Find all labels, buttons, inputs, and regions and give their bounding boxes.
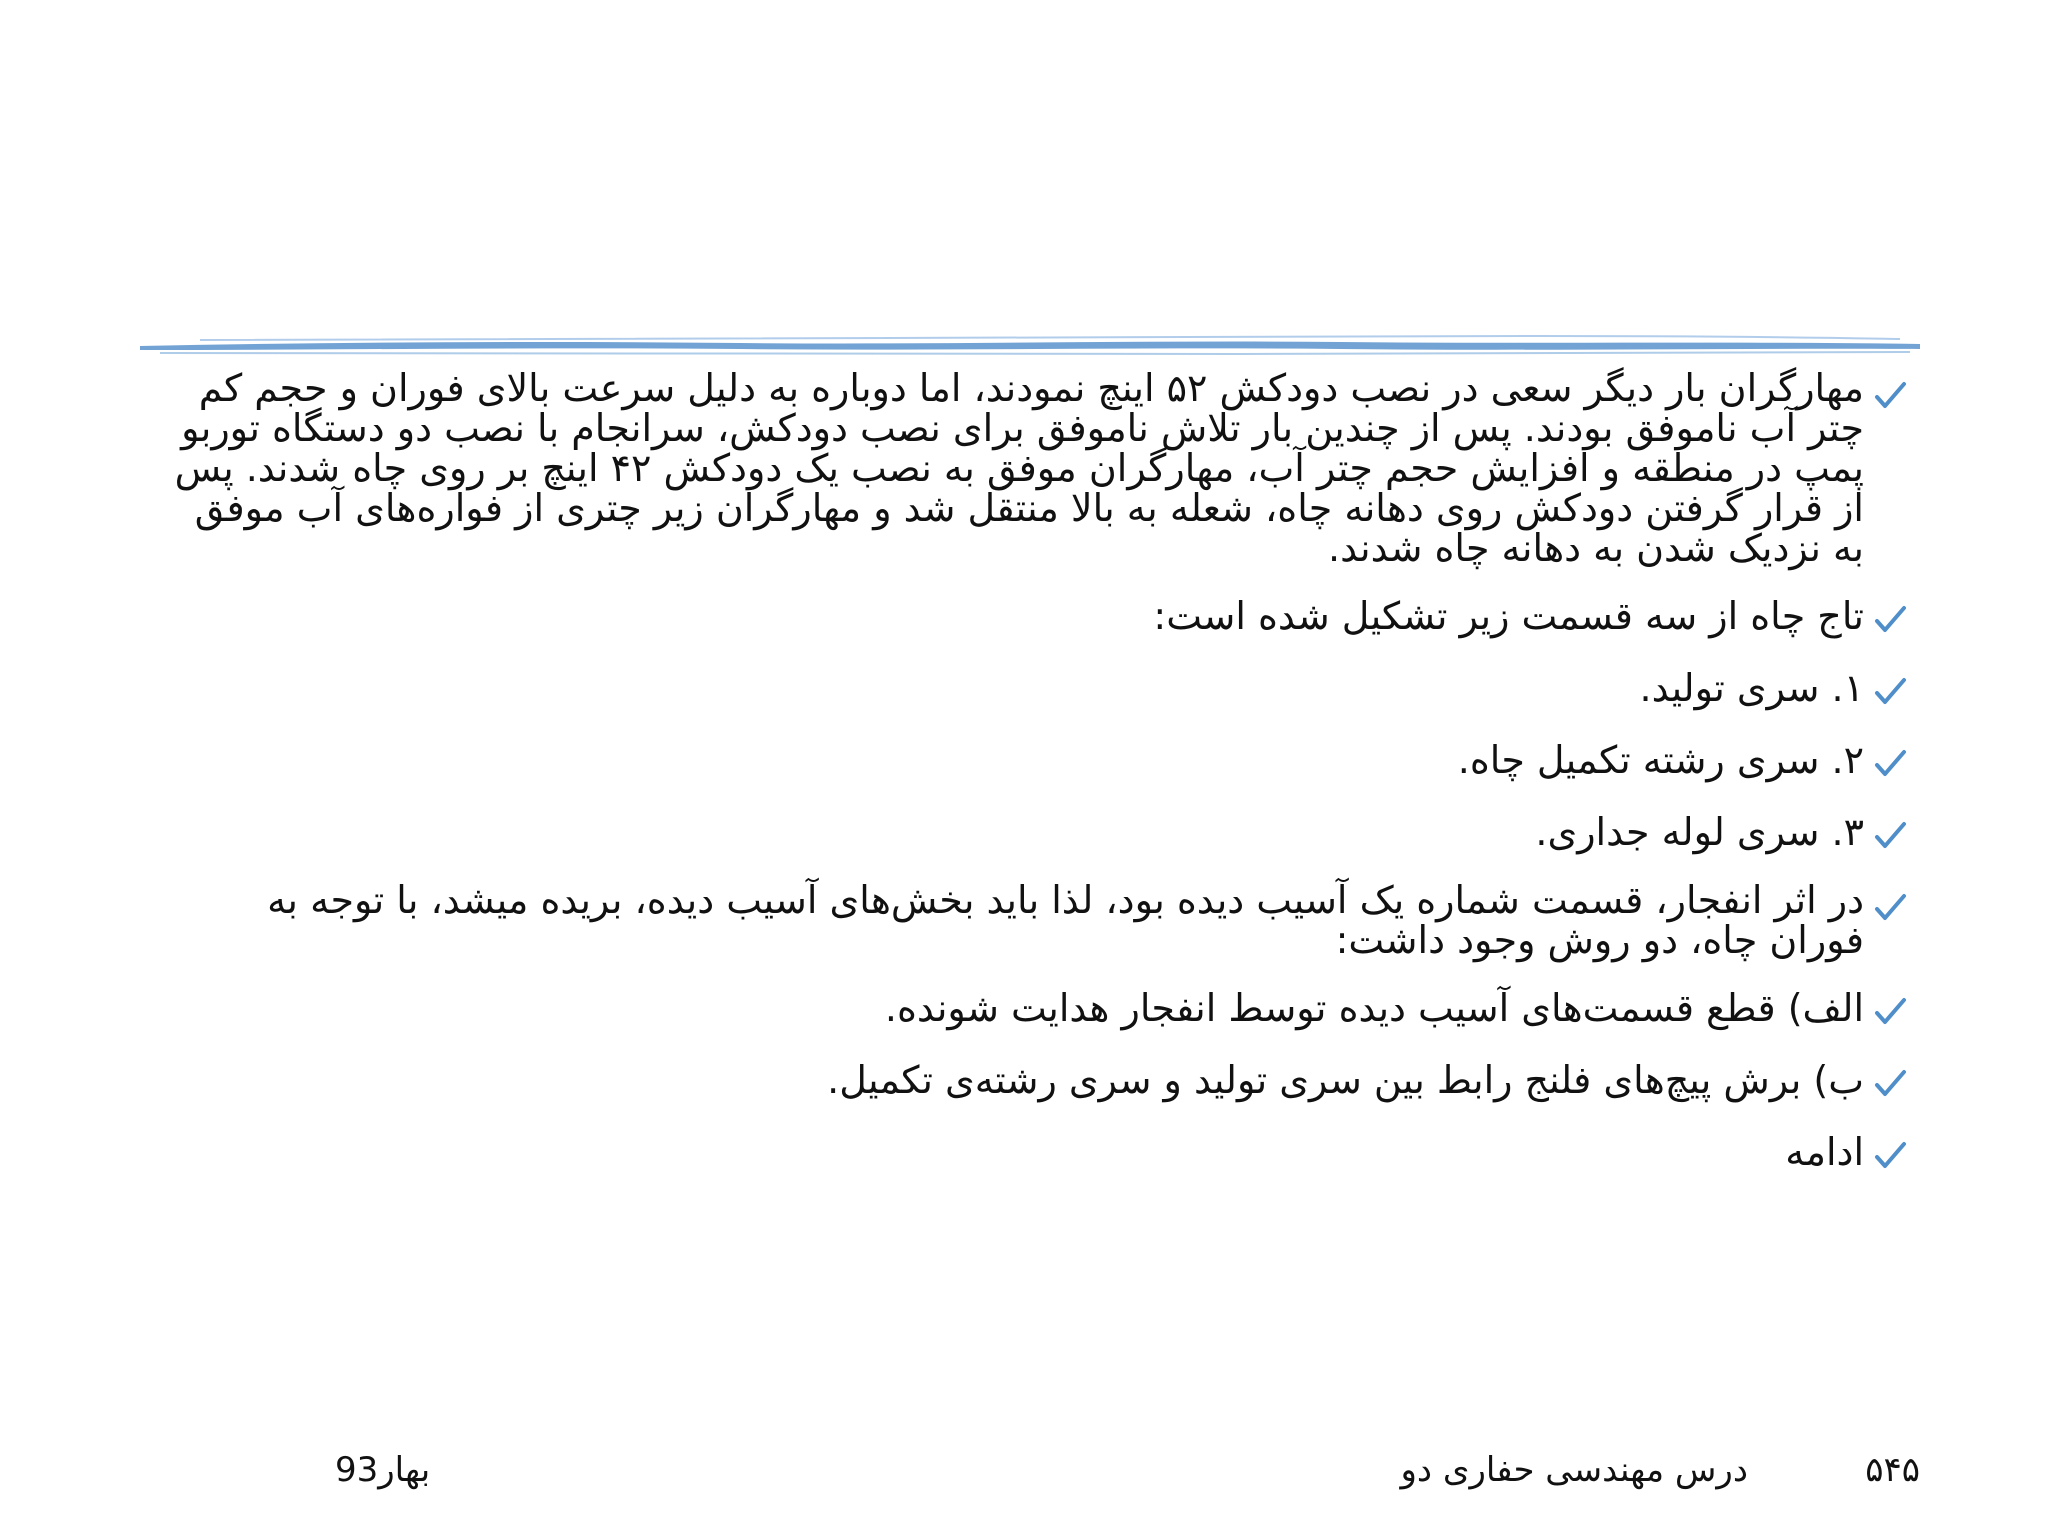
bullet-text: تاج چاه از سه قسمت زیر تشکیل شده است: [1153,594,1864,638]
bullet-item [168,880,1908,960]
term-label: بهار93 [335,1450,431,1490]
page-number: ۵۴۵ [1865,1450,1920,1490]
checkmark-icon [1872,818,1908,854]
bullet-text: ۲. سری رشته تکمیل چاه. [1457,738,1864,782]
bullet-text: ب) برش پیچ‌های فلنج رابط بین سری تولید و سری رشته‌ی تکمیل. [827,1058,1864,1102]
bullet-item [168,664,1908,712]
checkmark-icon [1872,1066,1908,1102]
checkmark-icon [1872,674,1908,710]
checkmark-icon [1872,602,1908,638]
bullet-item [168,984,1908,1032]
checkmark-icon [1872,1138,1908,1174]
bullet-text: ادامه [1785,1130,1864,1174]
bullet-text: در اثر انفجار، قسمت شماره یک آسیب دیده بود، لذا باید بخش‌های آسیب دیده، بریده میشد، با توجه به فوران چاه، دو روش وجود داشت: [267,878,1864,962]
checkmark-icon [1872,890,1908,926]
brush-stroke-dry [160,352,1910,354]
bullet-text: الف) قطع قسمت‌های آسیب دیده توسط انفجار هدایت شونده. [884,986,1864,1030]
bullet-list [168,368,1908,1200]
bullet-item [168,1128,1908,1176]
brush-stroke-light [200,336,1900,340]
bullet-text: ۳. سری لوله جداری. [1535,810,1864,854]
checkmark-icon [1872,378,1908,414]
brush-divider [140,332,1920,358]
bullet-item [168,592,1908,640]
checkmark-icon [1872,746,1908,782]
bullet-item [168,808,1908,856]
brush-stroke [140,342,1920,350]
bullet-text: ۱. سری تولید. [1639,666,1864,710]
bullet-item [168,368,1908,568]
bullet-text: مهارگران بار دیگر سعی در نصب دودکش ۵۲ اینچ نمودند، اما دوباره به دلیل سرعت بالای فوران و حجم کم چتر آب ناموفق بودند. پس از چندین بار تلاش ناموفق برای نصب دودکش، سرانجام با نصب دو دستگاه توربو پمپ در منطقه و افزایش حجم چتر آب، مهارگران موفق به نصب یک دودکش ۴۲ اینچ بر روی چاه شدند. پس از قرار گرفتن دودکش روی دهانه چاه، شعله به بالا منتقل شد و مهارگران زیر چتری از فواره‌های آب موفق به نزدیک شدن به دهانه چاه شدند. [174,366,1864,570]
bullet-item [168,1056,1908,1104]
course-title: درس مهندسی حفاری دو [1400,1450,1748,1490]
bullet-item [168,736,1908,784]
checkmark-icon [1872,994,1908,1030]
